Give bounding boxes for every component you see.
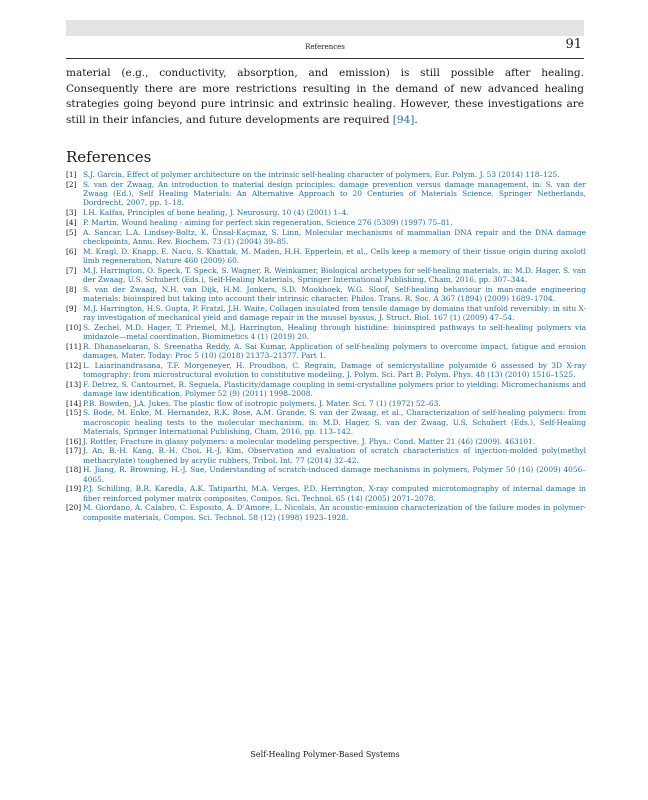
intro-text: material (e.g., conductivity, absorption, and emission) is still possible after healing. Consequently there are more restrictions resulting in the demand of new advanced healing strategies going beyond pure intrinsic and extrinsic healing. However, these investigations are still in their infancies, and future developments are required bbox=[66, 67, 584, 126]
reference-item bbox=[66, 503, 586, 521]
footer-book-title: Self-Healing Polymer-Based Systems bbox=[250, 750, 400, 759]
header-rule bbox=[66, 58, 584, 59]
reference-link[interactable]: P.B. Bowden, J.A. Jukes, The plastic flow of isotropic polymers, J. Mater. Sci. 7 (1) (1972) 52–63. bbox=[83, 398, 441, 408]
intro-end: . bbox=[414, 113, 418, 126]
reference-item bbox=[66, 465, 586, 483]
reference-number: [17] bbox=[66, 446, 82, 456]
reference-item bbox=[66, 208, 586, 217]
reference-number: [14] bbox=[66, 398, 82, 408]
reference-link[interactable]: F. Detrez, S. Cantournet, R. Seguela, Plasticity/damage coupling in semi-crystalline polymers prior to yielding: Micromechanisms and damage law identification, Polymer 52 (9) (2011) 1998–2008. bbox=[83, 379, 586, 398]
reference-link[interactable]: M.J. Harrington, H.S. Gupta, P. Fratzl, J.H. Waite, Collagen insulated from tensile damage by domains that unfold reversibly: in situ X-ray investigation of mechanical yield and damage repair in the mussel byssus, J. Struct. Biol. 167 (1) (2009) 47–54. bbox=[83, 303, 586, 322]
reference-number: [20] bbox=[66, 503, 82, 513]
reference-number: [5] bbox=[66, 227, 77, 237]
reference-number: [7] bbox=[66, 265, 77, 275]
reference-number: [9] bbox=[66, 303, 77, 313]
reference-item bbox=[66, 304, 586, 322]
reference-link[interactable]: M. Kragl, D. Knapp, E. Nacu, S. Khattak, M. Maden, H.H. Epperlein, et al., Cells keep a memory of their tissue origin during axolotl limb regeneration, Nature 460 (2009) 60. bbox=[83, 246, 586, 265]
reference-item bbox=[66, 180, 586, 208]
reference-item bbox=[66, 170, 586, 179]
reference-item bbox=[66, 285, 586, 303]
reference-number: [10] bbox=[66, 322, 82, 332]
reference-number: [13] bbox=[66, 379, 82, 389]
reference-link[interactable]: S. Zechel, M.D. Hager, T. Priemel, M.J. Harrington, Healing through histidine: bioinspired pathways to self-healing polymers via imidazole—metal coordination, Biomimetics 4 (1) (2019) 20. bbox=[83, 322, 586, 341]
header-band bbox=[66, 20, 584, 36]
reference-link[interactable]: M.J. Harrington, O. Speck, T. Speck, S. Wagner, R. Weinkamer, Biological archetypes for self-healing materials, in: M.D. Hager, S. van der Zwaag, U.S. Schubert (Eds.), Self-Healing Materials, Springer International Publishing, Cham, 2016, pp. 307–344. bbox=[83, 265, 586, 284]
reference-link[interactable]: A. Sancar, L.A. Lindsey-Boltz, K. Ünsal-Kaçmaz, S. Linn, Molecular mechanisms of mammalian DNA repair and the DNA damage checkpoints, Annu. Rev. Biochem. 73 (1) (2004) 39–85. bbox=[83, 227, 586, 246]
reference-item bbox=[66, 408, 586, 436]
reference-number: [2] bbox=[66, 179, 77, 189]
reference-link[interactable]: J. Rottler, Fracture in glassy polymers: a molecular modeling perspective, J. Phys.: Cond. Matter 21 (46) (2009). 463101. bbox=[83, 436, 536, 446]
reference-link[interactable]: H. Jiang, R. Browning, H.-J. Sue, Understanding of scratch-induced damage mechanisms in polymers, Polymer 50 (16) (2009) 4056–4065. bbox=[83, 465, 586, 484]
reference-link[interactable]: P. Martin, Wound healing - aiming for perfect skin regeneration, Science 276 (5309) (1997) 75–81. bbox=[83, 217, 453, 227]
references-heading: References bbox=[66, 148, 152, 166]
reference-link[interactable]: L. Laiarinandrasana, T.F. Morgeneyer, H. Proudhon, C. Regrain, Damage of semicrystalline polyamide 6 assessed by 3D X-ray tomography: from microstructural evolution to constitutive modeling, J. Polym. Sci. Part B: Polym. Phys. 48 (13) (2010) 1516–1525. bbox=[83, 360, 586, 379]
reference-number: [11] bbox=[66, 341, 82, 351]
page-number: 91 bbox=[565, 37, 582, 52]
reference-item bbox=[66, 399, 586, 408]
reference-number: [6] bbox=[66, 246, 77, 256]
reference-link[interactable]: S. van der Zwaag, An introduction to material design principles: damage prevention versus damage management, in: S. van der Zwaag (Ed.), Self Healing Materials: An Alternative Approach to 20 Centuries of Materials Science, Springer Netherlands, Dordrecht, 2007, pp. 1–18. bbox=[83, 179, 586, 208]
reference-link[interactable]: S. van der Zwaag, N.H. van Dijk, H.M. Jonkers, S.D. Mookhoek, W.G. Sloof, Self-healing behaviour in man-made engineering materials: bioinspired but taking into account their intrinsic character, Philos. Trans. R. Soc. A 367 (1894) (2009) 1689–1704. bbox=[83, 284, 586, 303]
reference-link[interactable]: S. Bode, M. Enke, M. Hernandez, R.K. Bose, A.M. Grande, S. van der Zwaag, et al., Characterization of self-healing polymers: from macroscopic healing tests to the molecular mechanism, in: M.D. Hager, S. van der Zwaag, U.S. Schubert (Eds.), Self-Healing Materials, Springer International Publishing, Cham, 2016, pp. 113–142. bbox=[83, 408, 586, 436]
reference-number: [18] bbox=[66, 465, 82, 475]
reference-link[interactable]: R. Dhanasekaran, S. Sreenatha Reddy, A. Sai Kumar, Application of self-healing polymers to overcome impact, fatigue and erosion damages, Mater. Today: Proc 5 (10) (2018) 21373–21377. Part 1. bbox=[83, 341, 586, 360]
reference-link[interactable]: I.H. Kalfas, Principles of bone healing, J. Neurosurg. 10 (4) (2001) 1–4. bbox=[83, 208, 349, 217]
reference-link[interactable]: J. An, B.-H. Kang, B.-H. Choi, H.-J. Kim, Observation and evaluation of scratch characteristics of injection-molded poly(methyl methacrylate) toughened by acrylic rubbers, Tribol. Int. 77 (2014) 32–42. bbox=[83, 446, 586, 465]
reference-number: [1] bbox=[66, 170, 77, 179]
reference-item bbox=[66, 247, 586, 265]
reference-item bbox=[66, 323, 586, 341]
reference-item bbox=[66, 380, 586, 398]
reference-number: [8] bbox=[66, 284, 77, 294]
running-title: References bbox=[305, 43, 345, 51]
reference-item bbox=[66, 446, 586, 464]
reference-item bbox=[66, 228, 586, 246]
reference-item bbox=[66, 484, 586, 502]
reference-item bbox=[66, 218, 586, 227]
reference-item bbox=[66, 266, 586, 284]
reference-number: [12] bbox=[66, 360, 82, 370]
reference-link[interactable]: M. Giordano, A. Calabro, C. Esposito, A. D’Amore, L. Nicolais, An acoustic-emission characterization of the failure modes in polymer-composite materials, Compos. Sci. Technol. 58 (12) (1998) 1923–1928. bbox=[83, 503, 586, 522]
reference-item bbox=[66, 437, 586, 446]
reference-number: [15] bbox=[66, 408, 82, 418]
reference-number: [4] bbox=[66, 217, 77, 227]
reference-list bbox=[66, 170, 586, 522]
reference-number: [3] bbox=[66, 208, 77, 217]
reference-link[interactable]: P.J. Schilling, B.R. Karedla, A.K. Tatiparthi, M.A. Verges, P.D. Herrington, X-ray computed microtomography of internal damage in fiber reinforced polymer matrix composites, Compos. Sci. Technol. 65 (14) (2005) 2071–2078. bbox=[83, 484, 586, 503]
intro-citation-link[interactable]: [94] bbox=[392, 113, 415, 126]
reference-item bbox=[66, 342, 586, 360]
intro-paragraph bbox=[66, 66, 584, 128]
reference-item bbox=[66, 361, 586, 379]
reference-number: [16] bbox=[66, 436, 82, 446]
reference-number: [19] bbox=[66, 484, 82, 494]
reference-link[interactable]: S.J. Garcia, Effect of polymer architecture on the intrinsic self-healing character of polymers, Eur. Polym. J. 53 (2014) 118–125. bbox=[83, 170, 560, 179]
